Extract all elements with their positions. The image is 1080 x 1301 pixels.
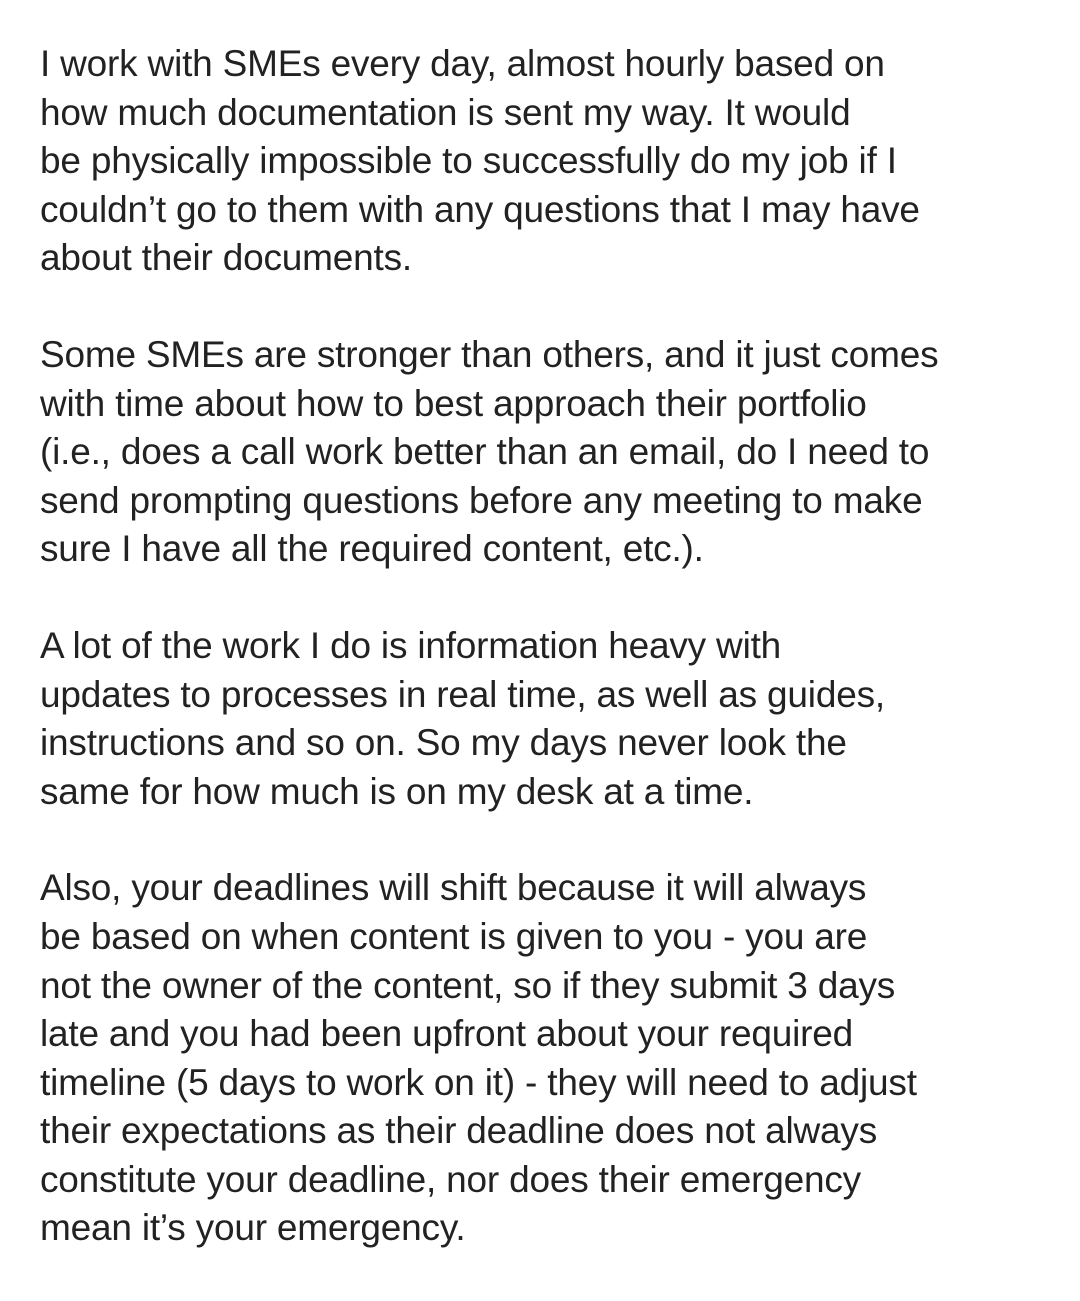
text-line: A lot of the work I do is information heavy with — [40, 624, 782, 666]
text-line: constitute your deadline, nor does their emergency — [40, 1158, 861, 1200]
text-line: timeline (5 days to work on it) - they will need to adjust — [40, 1061, 917, 1103]
text-line: about their documents. — [40, 237, 412, 279]
paragraph-4 — [40, 864, 1050, 1253]
text-line: how much documentation is sent my way. It would — [40, 91, 851, 133]
text-line: be based on when content is given to you - you are — [40, 915, 868, 957]
text-line: sure I have all the required content, etc.). — [40, 528, 704, 570]
text-line: late and you had been upfront about your required — [40, 1013, 854, 1055]
text-line: with time about how to best approach their portfolio — [40, 382, 867, 424]
text-line: not the owner of the content, so if they submit 3 days — [40, 964, 896, 1006]
paragraph-3 — [40, 622, 1050, 816]
paragraph-2 — [40, 331, 1050, 574]
text-line: Some SMEs are stronger than others, and it just comes — [40, 333, 939, 375]
text-line: (i.e., does a call work better than an email, do I need to — [40, 431, 930, 473]
text-line: be physically impossible to successfully do my job if I — [40, 140, 897, 182]
text-line: couldn’t go to them with any questions that I may have — [40, 188, 920, 230]
text-line: their expectations as their deadline does not always — [40, 1110, 878, 1152]
text-line: mean it’s your emergency. — [40, 1207, 466, 1249]
text-line: Also, your deadlines will shift because it will always — [40, 867, 867, 909]
post-body — [40, 40, 1050, 1301]
text-line: updates to processes in real time, as well as guides, — [40, 673, 885, 715]
text-line: send prompting questions before any meeting to make — [40, 479, 923, 521]
text-line: instructions and so on. So my days never look the — [40, 722, 847, 764]
text-line: same for how much is on my desk at a time. — [40, 770, 754, 812]
paragraph-1 — [40, 40, 1050, 283]
text-line: I work with SMEs every day, almost hourly based on — [40, 43, 885, 84]
